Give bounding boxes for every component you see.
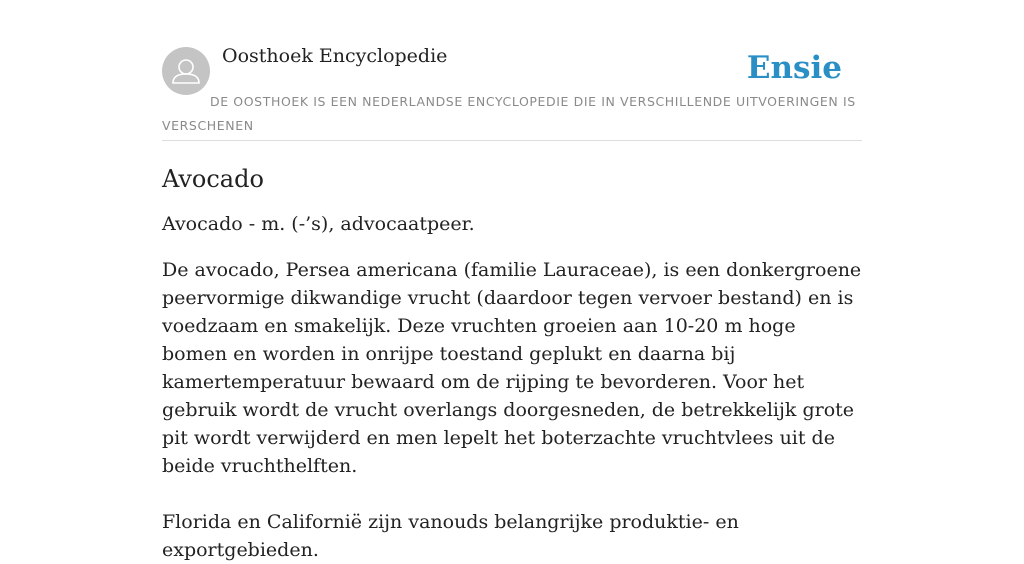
user-icon (162, 47, 210, 95)
article (162, 160, 862, 564)
site-header (162, 0, 862, 141)
site-title[interactable]: Oosthoek Encyclopedie (222, 45, 448, 67)
page (162, 0, 862, 561)
ensie-logo[interactable]: Ensie (746, 50, 842, 86)
article-paragraph: De avocado, Persea americana (familie Lauraceae), is een donkergroene peervormige dikwandige vrucht (daardoor tegen vervoer bestand) en is voedzaam en smakelijk. Deze vruchten groeien aan 10-20 m hoge bomen en worden in onrijpe toestand geplukt en daarna bij kamertemperatuur bewaard om de rijping te bevorderen. Voor het gebruik wordt de vrucht overlangs doorgesneden, de betrekkelijk grote pit wordt verwijderd en men lepelt het boterzachte vruchtvlees uit de beide vruchthelften. (162, 259, 862, 477)
article-title: Avocado (162, 165, 264, 193)
article-paragraph: Florida en Californië zijn vanouds belangrijke produktie- en exportgebieden. (162, 511, 739, 561)
article-paragraph: Avocado - m. (-’s), advocaatpeer. (162, 213, 475, 235)
site-description: DE OOSTHOEK IS EEN NEDERLANDSE ENCYCLOPEDIE DIE IN VERSCHILLENDE UITVOERINGEN IS VERSCHENEN (162, 94, 856, 133)
avatar[interactable] (162, 47, 210, 95)
